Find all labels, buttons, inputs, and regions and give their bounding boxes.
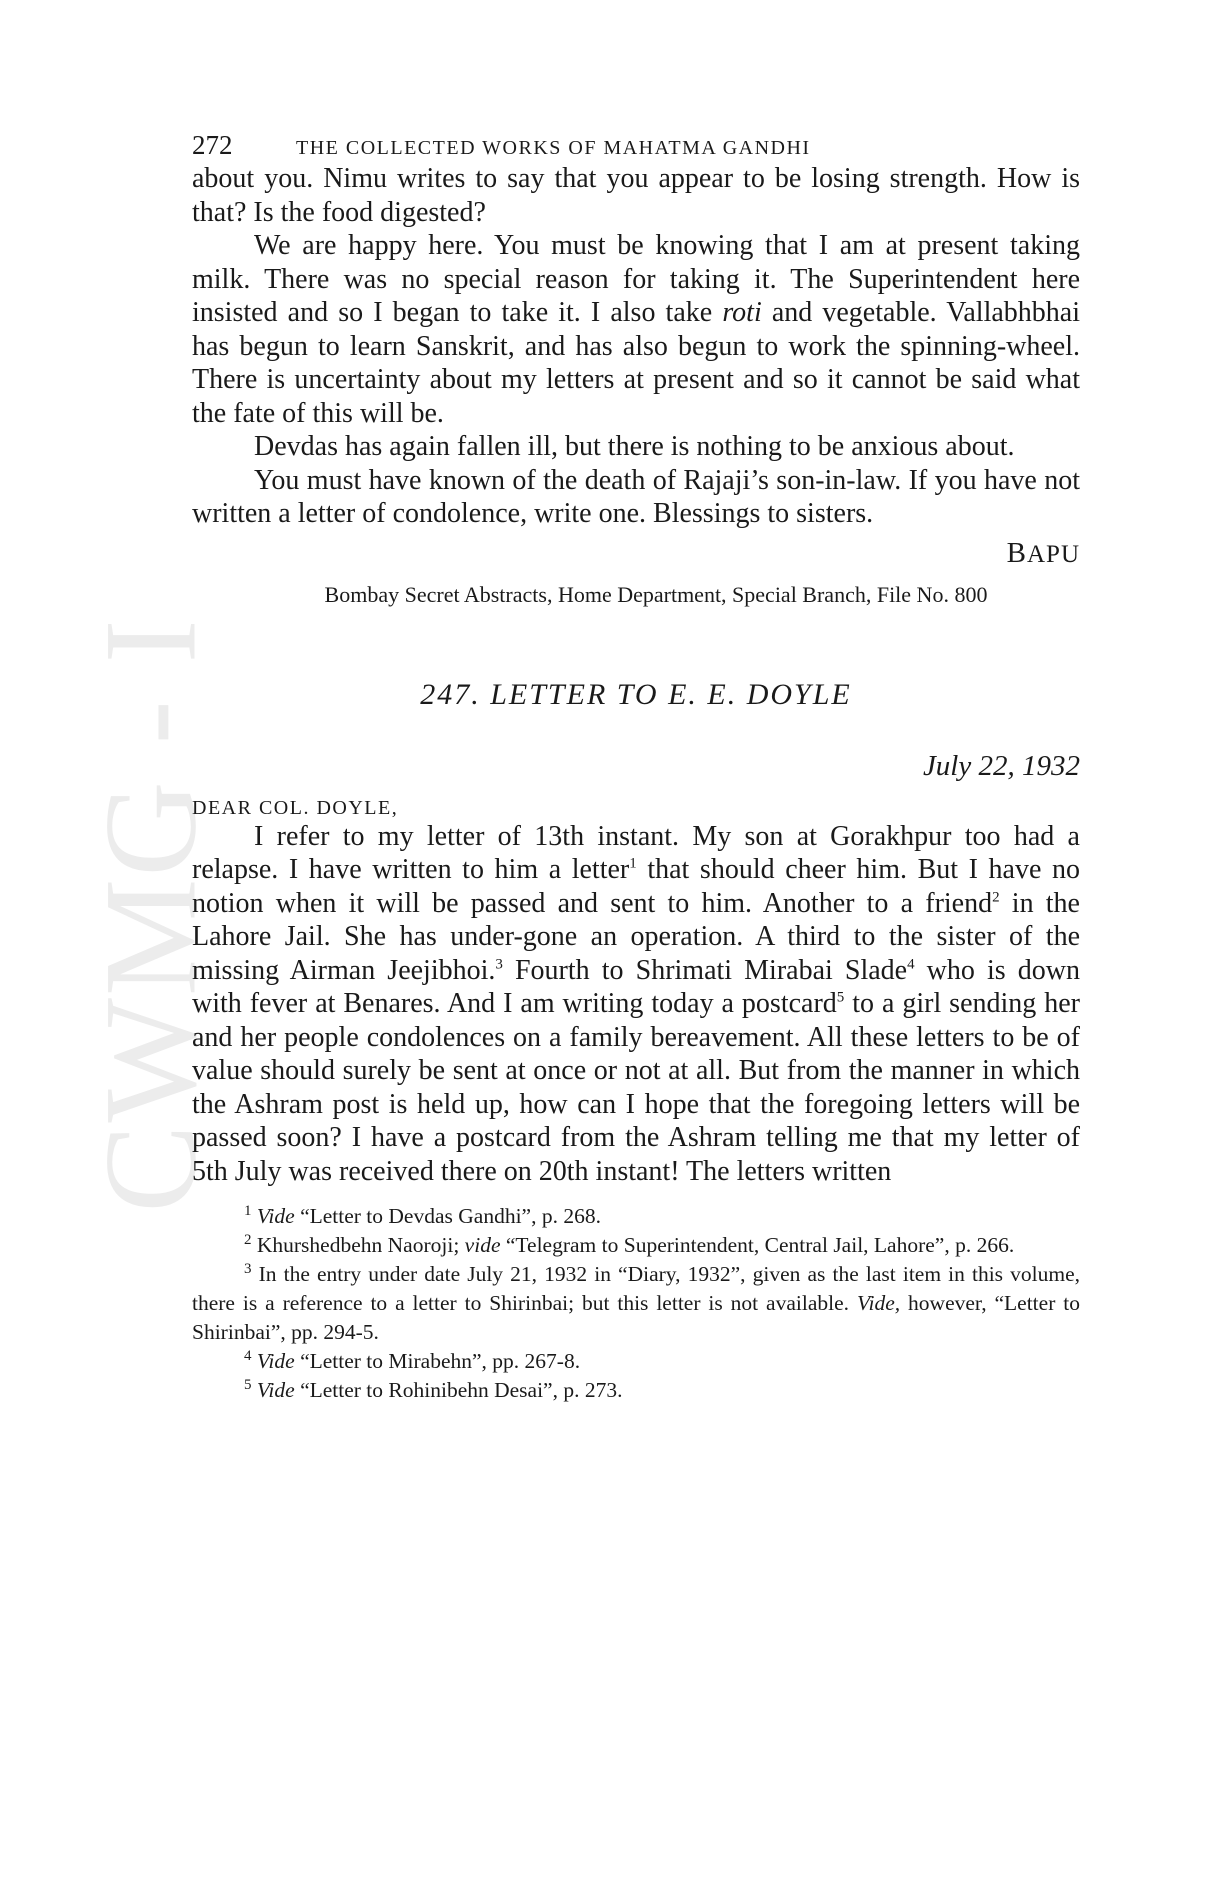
footnote [192,1347,1080,1376]
footnote [192,1376,1080,1405]
text-run: Fourth to Shrimati Mirabai Slade [502,954,908,986]
footnote-number: 5 [244,1376,252,1393]
page [192,130,1080,1405]
letter-246-continuation [192,162,1080,608]
text-run: to a girl sending her and her people condolences on a family bereavement. All these letters to be of value should surely be sent at once or not at all. But from the manner in which the Ashram post is held up, how can I hope that the foregoing letters will be passed soon? I have a postcard from the Ashram telling me that my letter of 5th July was received there on 20th instant! The letters written [192,988,1080,1187]
footnote-number: 3 [244,1260,252,1277]
text-run: I refer to my letter of 13th instant. My son at Gorakhpur too had a relapse. I have written to him a letter [192,820,1080,885]
paragraph: You must have known of the death of Rajaji’s son-in-law. If you have not written a letter of condolence, write one. Blessings to sisters. [192,464,1080,529]
text-run: that should cheer him. But I have no notion when it will be passed and sent to him. Another to a friend [192,854,1080,919]
footnote-number: 1 [244,1202,252,1219]
letter-247 [192,678,1080,1189]
paragraph [192,229,1080,430]
letter-date: July 22, 1932 [922,749,1080,782]
running-head [192,130,1080,162]
footnote-italic: Vide [256,1204,295,1228]
signature [192,537,1080,570]
text-run: who is down with fever at Benares. And I am writing today a postcard [192,954,1080,1019]
footnote-number: 2 [244,1231,252,1248]
footnote-ref[interactable]: 4 [907,956,915,973]
page-number: 272 [192,130,233,160]
footnote-text: “Letter to Devdas Gandhi”, p. 268. [294,1204,601,1228]
footnote-text: Khurshedbehn Naoroji; [256,1233,465,1257]
footnote [192,1202,1080,1231]
running-title: THE COLLECTED WORKS OF MAHATMA GANDHI [296,137,811,159]
italic-word: roti [722,297,762,328]
footnote-italic: Vide [256,1349,295,1373]
footnote-text: “Letter to Rohinibehn Desai”, p. 273. [294,1378,623,1402]
footnote-text: “Telegram to Superintendent, Central Jail, Lahore”, p. 266. [500,1233,1015,1257]
footnote-ref[interactable]: 5 [836,989,845,1006]
footnotes [192,1202,1080,1405]
signature-rest: APU [1026,540,1080,568]
watermark [76,500,224,1330]
text-run: and vegetable. Vallabhbhai has begun to learn Sanskrit, and has also begun to work the spinning-wheel. There is uncertainty about my letters at present and so it cannot be said what the fate of this will be. [192,297,1080,429]
footnote-ref[interactable]: 2 [992,889,1000,906]
source-citation: Bombay Secret Abstracts, Home Department, Special Branch, File No. 800 [324,581,988,607]
footnote [192,1260,1080,1347]
watermark-text: CWMG - I [76,617,224,1213]
paragraph: Devdas has again fallen ill, but there is nothing to be anxious about. [254,431,1015,462]
paragraph: about you. Nimu writes to say that you appear to be losing strength. How is that? Is the food digested? [192,163,1080,228]
text-run: We are happy here. You must be knowing that I am at present taking milk. There was no special reason for taking it. The Superintendent here insisted and so I began to take it. I also take [192,230,1080,328]
salutation: DEAR COL. DOYLE, [192,796,399,819]
footnote-italic: Vide [256,1378,295,1402]
footnote-text: however, “Letter to Shirinbai”, pp. 294-5. [192,1291,1080,1344]
footnote-ref[interactable]: 3 [495,956,503,973]
footnote-text: In the entry under date July 21, 1932 in “Diary, 1932”, given as the last item in this volume, there is a reference to a letter to Shirinbai; but this letter is not available. [192,1262,1081,1315]
footnote-number: 4 [244,1347,252,1364]
text-run: in the Lahore Jail. She has under-gone an operation. A third to the sister of the missing Airman Jeejibhoi. [192,887,1080,986]
footnote-ref[interactable]: 1 [629,855,637,872]
footnote [192,1231,1080,1260]
footnote-text: “Letter to Mirabehn”, pp. 267-8. [294,1349,581,1373]
letter-heading: 247. LETTER TO E. E. DOYLE [420,677,852,711]
footnote-italic: Vide, [856,1291,901,1315]
letter-body [192,820,1080,1189]
footnote-italic: vide [464,1233,501,1257]
signature-initial: B [1006,536,1027,569]
